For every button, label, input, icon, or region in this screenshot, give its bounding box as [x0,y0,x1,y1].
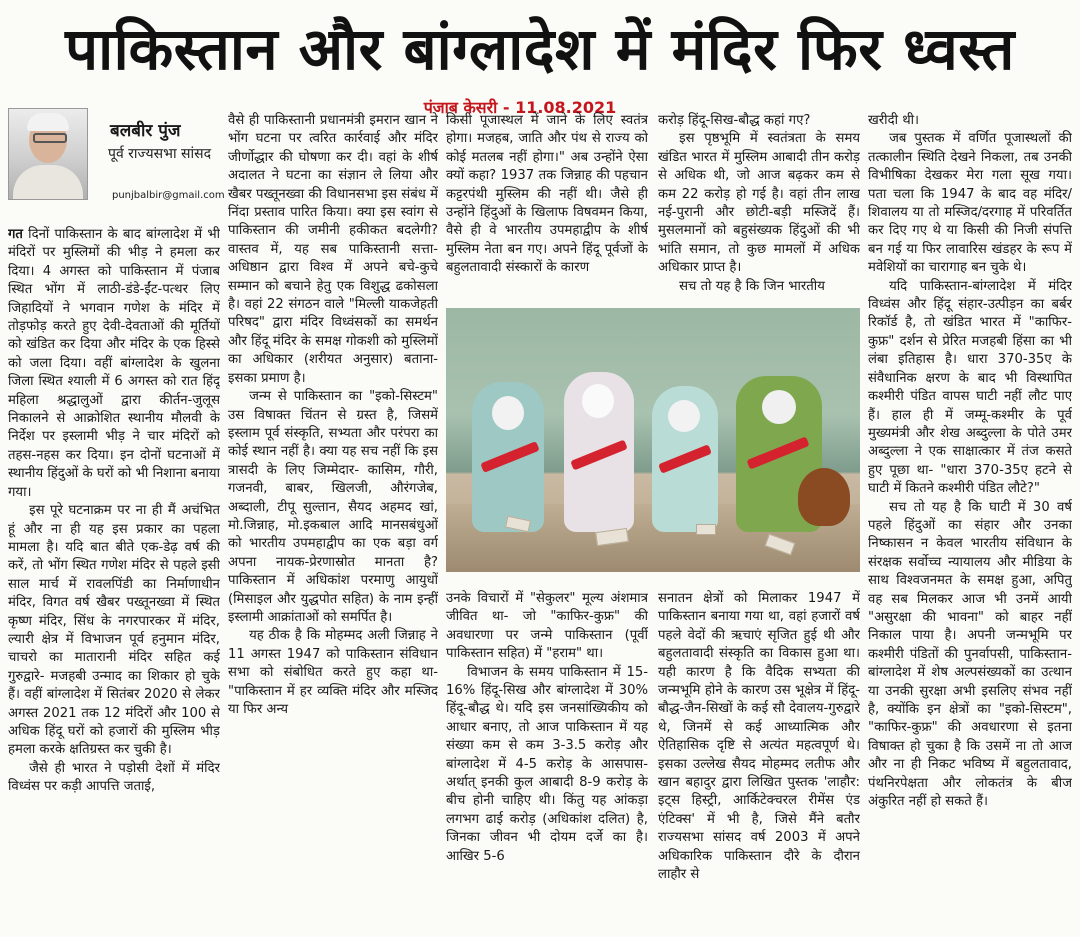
author-photo [8,108,88,200]
column-3-bottom [446,590,648,930]
col4-top-para-1: करोड़ हिंदू-सिख-बौद्ध कहां गए? [658,113,811,128]
column-3-top [446,112,648,304]
col5-para-3: यदि पाकिस्तान-बांग्लादेश में मंदिर विध्वंस और हिंदू संहार-उत्पीड़न का बर्बर रिकॉर्ड है, तो खंडित भारत में "काफिर-कुफ्र" दर्शन से प्रेरित मजहबी हिंसा का भी लंबा इतिहास है। धारा 370-35ए के संवैधानिक क्षरण के बाद भी विस्थापित कश्मीरी पंडित वापस घाटी नहीं लौट पाए हैं। हाल ही में जम्मू-कश्मीर के पूर्व मुख्यमंत्री और शेख अब्दुल्ला के पोते उमर अब्दुल्ला ने एक साक्षात्कार में तंज कसते हुए पूछा था- "धारा 370-35ए हटने से घाटी में कितने कश्मीरी पंडित लौटे?" [868,278,1072,497]
col2-para-2: जन्म से पाकिस्तान का "इको-सिस्टम" उस विषाक्त चिंतन से ग्रस्त है, जिसमें इस्लाम पूर्व संस्कृति, सभ्यता और परंपरा का कोई स्थान नहीं है। क्या यह सच नहीं कि इस त्रासदी के लिए जिम्मेदार- कासिम, गौरी, गजनवी, बाबर, खिलजी, औरंगजेब, अब्दाली, टीपू सुल्तान, सैयद अहमद खां, मो.जिन्नाह, मो.इकबाल आदि मानसबंधुओं को भारतीय उपमहाद्वीप का एक बड़ा वर्ग अपना नायक-प्रेरणास्रोत मानता है? पाकिस्तान में अधिकांश परमाणु आयुधों (मिसाइल और युद्धपोत सहित) के नाम इन्हीं इस्लामी आक्रांताओं को समर्पित है। [228,389,438,625]
col4-bottom-para-1: सनातन क्षेत्रों को मिलाकर 1947 में पाकिस्तान बनाया गया था, वहां हजारों वर्ष पहले वेदों की ऋचाएं सृजित हुई थी और बहुलतावादी संस्कृति का विकास हुआ था। यही कारण है कि वैदिक सभ्यता की जन्मभूमि होने के कारण उस भूक्षेत्र में हिंदू-बौद्ध-जैन-सिखों के कई सौ देवालय-गुरुद्वारे थे, जिनमें से कई आध्यात्मिक और ऐतिहासिक दृष्टि से अत्यंत महत्वपूर्ण थे। इसका उल्लेख सैयद मोहम्मद लतीफ और खान बहादुर द्वारा लिखित पुस्तक 'लाहौर: इट्स हिस्ट्री, आर्किटेक्चरल रीमेंस एंड एंटिक्स' में भी है, जिसे मैंने बतौर राज्यसभा सांसद वर्ष 2003 में अपने अधिकारिक पाकिस्तान दौरे के दौरान लाहौर से [658,591,860,883]
kicker: गत [8,227,23,242]
column-1 [8,226,220,930]
dateline: पंजाब केसरी - 11.08.2021 [423,98,617,117]
col5-para-1: खरीदी थी। [868,113,920,128]
col2-para-1: वैसे ही पाकिस्तानी प्रधानमंत्री इमरान खान ने भोंग घटना पर त्वरित कार्रवाई और मंदिर जीर्णोद्धार की घोषणा कर दी। वहां के शीर्ष अदालत ने घटना का संज्ञान ले लिया और खैबर पख्तूनख्वा की विधानसभा इस संबंध में निंदा प्रस्ताव पारित किया। क्या इस स्वांग से पाकिस्तान की जमीनी हकीकत बदलेगी? वास्तव में, यह सब पाकिस्तानी सत्ता-अधिष्ठान द्वारा विश्व में अपने बचे-कुचे सम्मान को बचाने हेतु एक विशुद्ध ढकोसला है। वहां 22 संगठन वाले "मिल्ली याकजेहती परिषद" द्वारा मंदिर विध्वंसकों का समर्थन और हिंदू मंदिर के समक्ष गोकशी को मुस्लिमों का अधिकार (शरीयत अनुसार) बताना- इसका प्रमाण है। [228,113,438,386]
column-5 [868,112,1072,930]
col3-bottom-para-2: विभाजन के समय पाकिस्तान में 15-16% हिंदू-सिख और बांग्लादेश में 30% हिंदू-बौद्ध थे। यदि इस जनसांख्यिकीय को आधार बनाए, तो आज पाकिस्तान में यह संख्या कम से कम 3-3.5 करोड़ और बांग्लादेश में 4-5 करोड़ के आसपास- अर्थात् इनकी कुल आबादी 8-9 करोड़ के बीच होनी चाहिए थी। किंतु यह आंकड़ा लगभग ढाई करोड़ (अधिकांश दलित) है, जिनका जीवन भी दोयम दर्जे का है। आखिर 5-6 [446,664,648,864]
col1-para-3: जैसे ही भारत ने पड़ोसी देशों में मंदिर विध्वंस पर कड़ी आपत्ति जताई, [8,760,220,795]
col2-para-3: यह ठीक है कि मोहम्मद अली जिन्नाह ने 11 अगस्त 1947 को पाकिस्तान संविधान सभा को संबोधित करते हुए कहा था- "पाकिस्तान में हर व्यक्ति मंदिर और मस्जिद या फिर अन्य [228,628,438,717]
column-2 [228,112,438,930]
col4-top-para-2: इस पृष्ठभूमि में स्वतंत्रता के समय खंडित भारत में मुस्लिम आबादी तीन करोड़ से अधिक थी, जो आज बढ़कर कम से कम 22 करोड़ हो गई है। वहां तीन लाख नई-पुरानी और छोटी-बड़ी मस्जिदें हैं। मुसलमानों को बहुसंख्यक हिंदुओं की भी भांति समान, तो कुछ मामलों में अधिक अधिकार प्राप्त है। [658,131,860,276]
author-title: पूर्व राज्यसभा सांसद [108,146,212,162]
author-name: बलबीर पुंज [110,121,181,141]
author-email[interactable]: punjbalbir@gmail.com [112,190,225,201]
headline: पाकिस्तान और बांग्लादेश में मंदिर फिर ध्वस्त [65,15,1015,83]
col5-para-2: जब पुस्तक में वर्णित पूजास्थलों की तत्कालीन स्थिति देखने निकला, तब उनकी विभीषिका देखकर मेरा गला सूख गया। पता चला कि 1947 के बाद वह मंदिर/शिवालय या तो मस्जिद/दरगाह में परिवर्तित कर दिए गए थे या किसी की निजी संपत्ति बन गई या फिर लावारिस खंडहर के रूप में मवेशियों का चारागाह बन चुके थे। [868,131,1072,276]
column-4-bottom [658,590,860,930]
temple-idols-photo [446,308,860,572]
author-box [8,108,228,216]
col5-para-4: सच तो यह है कि घाटी में 30 वर्ष पहले हिंदुओं का संहार और उनका निष्कासन न केवल भारतीय संविधान के संरक्षक सर्वोच्च न्यायालय और मीडिया के साथ विश्वजनमत के समक्ष हुआ, अपितु वह सब मिलकर आज भी उनमें आयी "असुरक्षा की भावना" को बाहर नहीं निकाल पाया है। अपनी जन्मभूमि पर कश्मीरी पंडितों की पुनर्वापसी, पाकिस्तान-बांग्लादेश में शेष अल्पसंख्यकों का उत्थान या उनकी सुरक्षा अभी इसलिए संभव नहीं है, क्योंकि इन क्षेत्रों का "इको-सिस्टम", "काफिर-कुफ्र" की अवधारणा से इतना विषाक्त हो चुका है कि उसमें ना तो आज और ना ही निकट भविष्य में बहुलतावाद, पंथनिरपेक्षता और लोकतंत्र के बीज अंकुरित नहीं हो सकते हैं। [868,499,1072,810]
col4-top-para-3: सच तो यह है कि जिन भारतीय [679,278,825,294]
col3-top-para-1: किसी पूजास्थल में जाने के लिए स्वतंत्र होगा। मजहब, जाति और पंथ से राज्य को कोई मतलब नहीं होगा।" अब उन्होंने ऐसा क्यों कहा? 1937 तक जिन्नाह की पहचान कट्टरपंथी मुस्लिम की नहीं थी। जैसे ही उन्होंने हिंदुओं के खिलाफ विषवमन किया, वैसे ही वे भारतीय उपमहाद्वीप के शीर्ष मुस्लिम नेता बन गए। अपने हिंदू पूर्वजों के बहुलतावादी संस्कारों के कारण [446,113,648,276]
column-4-top [658,112,860,304]
col1-para-1: दिनों पाकिस्तान के बाद बांग्लादेश में भी मंदिरों पर मुस्लिमों की भीड़ ने हमला कर दिया। 4 अगस्त को पाकिस्तान में पंजाब स्थित भोंग में लाठी-डंडे-ईंट-पत्थर लिए जिहादियों ने भगवान गणेश के मंदिर में तोड़फोड़ करते हुए देवी-देवताओं की मूर्तियों को खंडित कर दिया और मंदिर के एक हिस्से को जला दिया। वहीं बांग्लादेश के खुलना जिला स्थित श्याली में 6 अगस्त को रात हिंदू महिला श्रद्धालुओं द्वारा कीर्तन-जुलूस निकालने से आक्रोशित स्थानीय मौलवी के निर्देश पर इस्लामी भीड़ ने चार मंदिरों को तहस-नहस कर दिया। इन दोनों घटनाओं में स्थानीय हिंदुओं के घरों को भी निशाना बनाया गया। [8,227,220,500]
col1-para-2: इस पूरे घटनाक्रम पर ना ही मैं अचंभित हूं और ना ही यह इस प्रकार का पहला मामला है। यदि बात बीते एक-डेढ़ वर्ष की करें, तो भोंग स्थित गणेश मंदिर से पहले इसी साल मार्च में रावलपिंडी का निर्माणाधीन मंदिर, विगत वर्ष खैबर पख्तूनख्वा में स्थित कृष्ण मंदिर, सिंध के नगरपारकर में मंदिर, ल्यारी क्षेत्र में विभाजन पूर्व हनुमान मंदिर, चाचरो का मातारानी मंदिर सहित कई गुरुद्वारे- मजहबी उन्माद का शिकार हो चुके हैं। वहीं बांग्लादेश में सितंबर 2020 से लेकर अगस्त 2021 तक 12 मंदिरों और 100 से अधिक हिंदू घरों को हजारों की मुस्लिम भीड़ हमला करके क्षतिग्रस्त कर चुकी है। [8,503,220,758]
col3-bottom-para-1: उनके विचारों में "सेकुलर" मूल्य अंशमात्र जीवित था- जो "काफिर-कुफ्र" की अवधारणा पर जन्मे पाकिस्तान (पूर्वी पाकिस्तान सहित) में "हराम" था। [446,591,648,662]
